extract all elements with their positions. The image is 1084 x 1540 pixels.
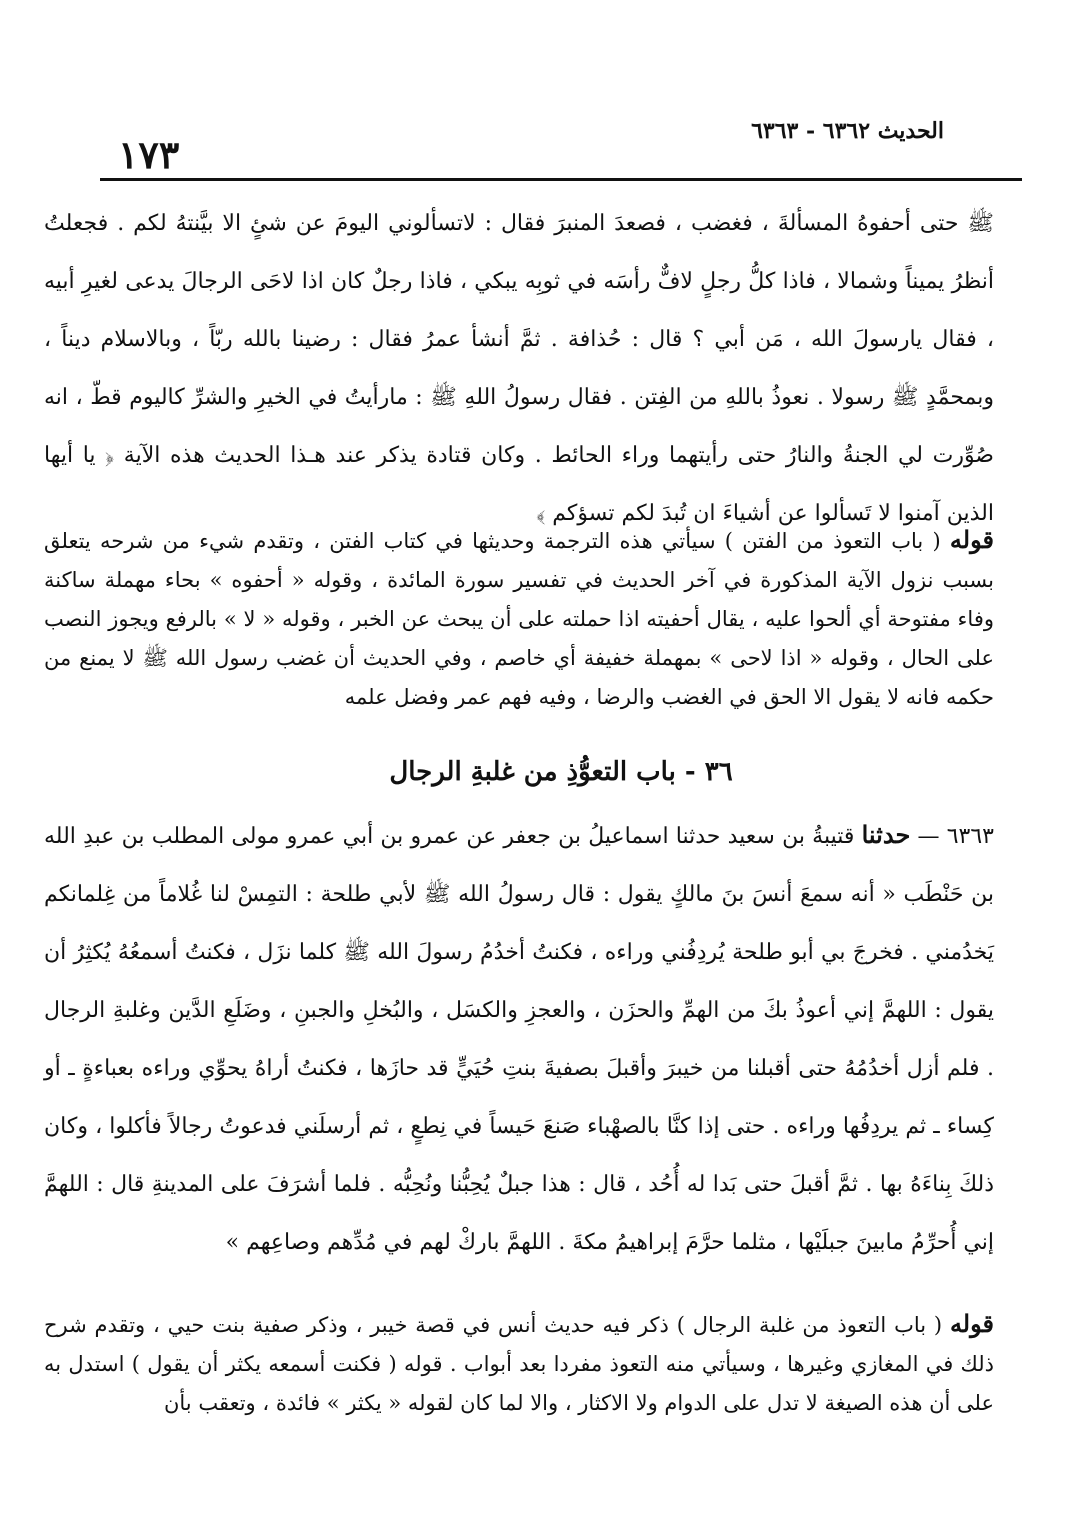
commentary-1-lead: قوله [949,525,994,554]
chapter-title: التعوُّذِ من غلبةِ الرجال [389,757,628,787]
chapter-separator: - [684,757,696,787]
commentary-1-text: ( باب التعوذ من الفتن ) سيأتي هذه الترجمة وحديثها في كتاب الفتن ، وتقدم شيء من شرحه يتعلق بسبب نزول الآية المذكورة في آخر الحديث في تفسير سورة المائدة ، وقوله « أحفوه » بحاء مهملة ساكنة وفاء مفتوحة أي ألحوا عليه ، يقال أحفيته اذا حملته على أن يبحث عن الخبر ، وقوله « لا » بالرفع ويجوز النصب على الحال ، وقوله « اذا لاحى » بمهملة خفيفة أي خاصم ، وفي الحديث أن غضب رسول الله ﷺ لا يمنع من حكمه فانه لا يقول الا الحق في الغضب والرضا ، وفيه فهم عمر وفضل علمه [44,529,994,709]
header-rule [100,178,1022,181]
hadith-6363 [44,806,994,1272]
chapter-heading [100,752,1022,792]
page-number: ١٧٣ [118,132,180,177]
hadith-6362-text: ﷺ حتى أحفوهُ المسألةَ ، فغضب ، فصعدَ المنبرَ فقال : لاتسألوني اليومَ عن شئٍ الا بيَّنتهُ لكم . فجعلتُ أنظرُ يميناً وشمالا ، فاذا كلُّ رجلٍ لافٌّ رأسَه في ثوبِه يبكي ، فاذا رجلٌ كان اذا لاحَى الرجالَ يدعى لغيرِ أبيه ، فقال يارسولَ الله ، مَن أبي ؟ قال : حُذافة . ثمَّ أنشأ عمرُ فقال : رضينا بالله ربّاً ، وبالاسلام ديناً ، وبمحمَّدٍ ﷺ رسولا . نعوذُ باللهِ من الفِتن . فقال رسولُ اللهِ ﷺ : مارأيتُ في الخيرِ والشرِّ كاليوم قطّ ، انه صُوِّرت لي الجنةُ والنارُ حتى رأيتهما وراء الحائط . وكان قتادة يذكر عند هـذا الحديث هذه الآية ﴿ يا أيها الذين آمنوا لا تَسألوا عن أشياءَ ان تُبدَ لكم تسؤكم ﴾ [44,211,994,526]
hadith-6363-lead: حدثنا [861,820,911,849]
chapter-number: ٣٦ [704,757,733,787]
hadith-6363-text: قتيبةُ بن سعيد حدثنا اسماعيلُ بن جعفر عن عمرو بن أبي عمرو مولى المطلب بن عبدِ الله بن حَنْطَب « أنه سمعَ أنسَ بنَ مالكٍ يقول : قال رسولُ الله ﷺ لأبي طلحة : التمِسْ لنا غُلاماً من غِلمانكم يَخدُمني . فخرجَ بي أبو طلحة يُردِفُني وراءه ، فكنتُ أخدُمُ رسولَ الله ﷺ كلما نزَل ، فكنتُ أسمعُهُ يُكثِرُ أن يقول : اللهمَّ إني أعوذُ بكَ من الهمِّ والحزَن ، والعجزِ والكسَل ، والبُخلِ والجبنِ ، وضَلَعِ الدَّين وغلبةِ الرجال . فلم أزل أخدُمُهُ حتى أقبلنا من خيبرَ وأقبلَ بصفيةَ بنتِ حُيَيٍّ قد حازَها ، فكنتُ أراهُ يحوِّي وراءه بعباءةٍ ـ أو كِساء ـ ثم يردِفُها وراءه . حتى إذا كنَّا بالصهْباء صَنعَ حَيساً في نِطعٍ ، ثم أرسلَني فدعوتُ رجالاً فأكلوا ، وكان ذلكَ بِناءَهُ بها . ثمَّ أقبلَ حتى بَدا له أُحُد ، قال : هذا جبلٌ يُحِبُّنا ونُحِبُّه . فلما أشرَفَ على المدينةِ قال : اللهمَّ إني أُحرِّمُ مابينَ جبلَيْها ، مثلما حرَّمَ إبراهيمُ مكةَ . اللهمَّ باركْ لهم في مُدِّهم وصاعِهم » [44,824,994,1255]
hadith-6363-separator: — [917,824,940,849]
commentary-block-2 [44,1304,994,1423]
commentary-2-lead: قوله [949,1309,994,1338]
running-header: الحديث ٦٣٦٢ - ٦٣٦٣ [751,118,944,144]
commentary-block-1 [44,520,994,717]
chapter-word: باب [636,757,676,787]
hadith-6362-continuation [44,195,994,543]
hadith-6363-number: ٦٣٦٣ [946,824,994,849]
commentary-2-text: ( باب التعوذ من غلبة الرجال ) ذكر فيه حديث أنس في قصة خيبر ، وذكر صفية بنت حيي ، وتقدم شرح ذلك في المغازي وغيرها ، وسيأتي منه التعوذ مفردا بعد أبواب . قوله ( فكنت أسمعه يكثر أن يقول ) استدل به على أن هذه الصيغة لا تدل على الدوام ولا الاكثار ، والا لما كان لقوله « يكثر » فائدة ، وتعقب بأن [44,1313,995,1415]
